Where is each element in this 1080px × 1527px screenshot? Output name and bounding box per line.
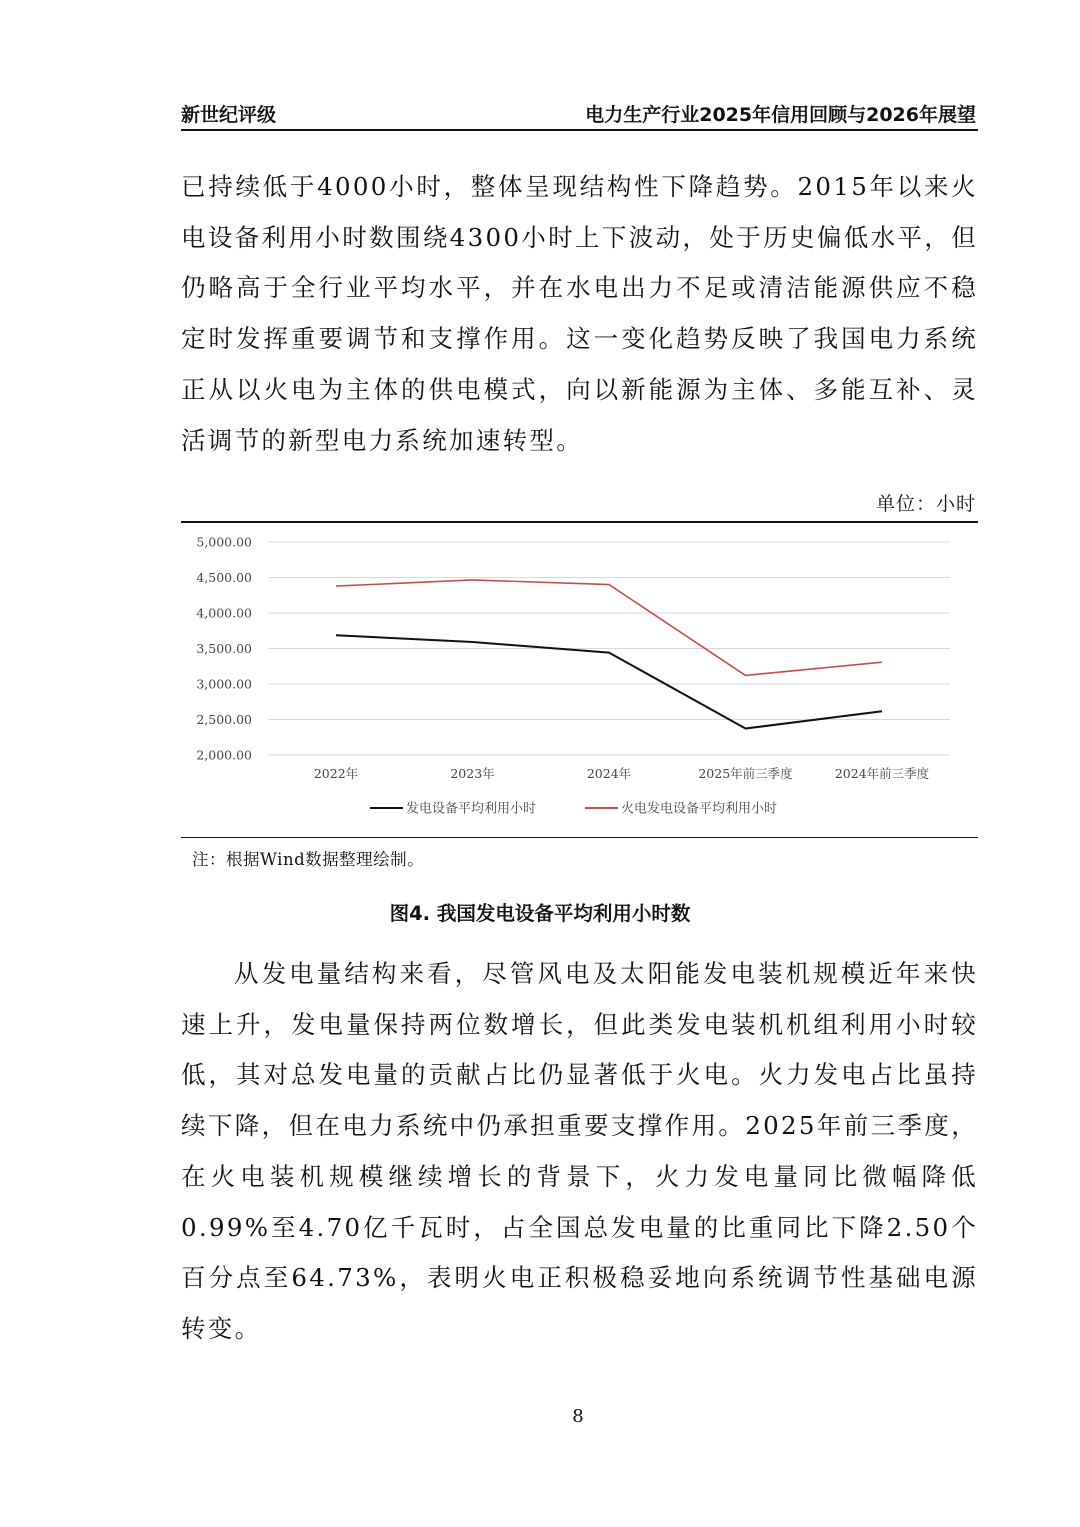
y-tick-label: 2,500.00	[196, 712, 252, 727]
chart-series-lines	[336, 580, 882, 729]
legend-label-2: 火电发电设备平均利用小时	[621, 801, 778, 817]
header-org-name: 新世纪评级	[181, 104, 277, 126]
series-line-1	[336, 635, 882, 728]
body-paragraph-2: 从发电量结构来看，尽管风电及太阳能发电装机规模近年来快速上升，发电量保持两位数增长，但此类发电装机机组利用小时较低，其对总发电量的贡献占比仍显著低于火电。火力发电占比虽持续下降，但在电力系统中仍承担重要支撑作用。2025年前三季度，在火电装机规模继续增长的背景下，火力发电量同比微幅降低0.99%至4.70亿千瓦时，占全国总发电量的比重同比下降2.50个百分点至64.73%，表明火电正积极稳妥地向系统调节性基础电源转变。	[181, 959, 978, 1343]
x-tick-label: 2022年	[313, 766, 359, 781]
chart-gridlines	[268, 542, 950, 755]
x-tick-label: 2024年	[586, 766, 632, 781]
figure-note: 注：根据Wind数据整理绘制。	[192, 850, 425, 869]
header-report-title: 电力生产行业2025年信用回顾与2026年展望	[585, 104, 976, 126]
chart-y-tick-labels	[196, 535, 252, 763]
y-tick-label: 3,000.00	[196, 676, 252, 692]
y-tick-label: 4,500.00	[196, 570, 252, 585]
y-tick-label: 2,000.00	[196, 747, 252, 763]
body-paragraph-1: 已持续低于4000小时，整体呈现结构性下降趋势。2015年以来火电设备利用小时数围绕4300小时上下波动，处于历史偏低水平，但仍略高于全行业平均水平，并在水电出力不足或清洁能源供应不稳定时发挥重要调节和支撑作用。这一变化趋势反映了我国电力系统正从以火电为主体的供电模式，向以新能源为主体、多能互补、灵活调节的新型电力系统加速转型。	[181, 172, 978, 455]
x-tick-label: 2023年	[450, 766, 495, 781]
x-tick-label: 2024年前三季度	[834, 766, 930, 781]
chart-x-tick-labels	[314, 766, 930, 781]
x-tick-label: 2025年前三季度	[698, 766, 793, 781]
legend-label-1: 发电设备平均利用小时	[406, 801, 537, 817]
y-tick-label: 4,000.00	[196, 605, 252, 621]
page-number: 8	[572, 1406, 584, 1427]
figure-caption: 图4. 我国发电设备平均利用小时数	[389, 902, 691, 925]
series-line-2	[336, 580, 882, 675]
y-tick-label: 5,000.00	[196, 534, 252, 550]
figure-bottom-rule	[181, 837, 978, 838]
chart-legend	[370, 801, 777, 817]
chart-unit-label: 单位：小时	[875, 493, 976, 515]
y-tick-label: 3,500.00	[196, 641, 252, 656]
